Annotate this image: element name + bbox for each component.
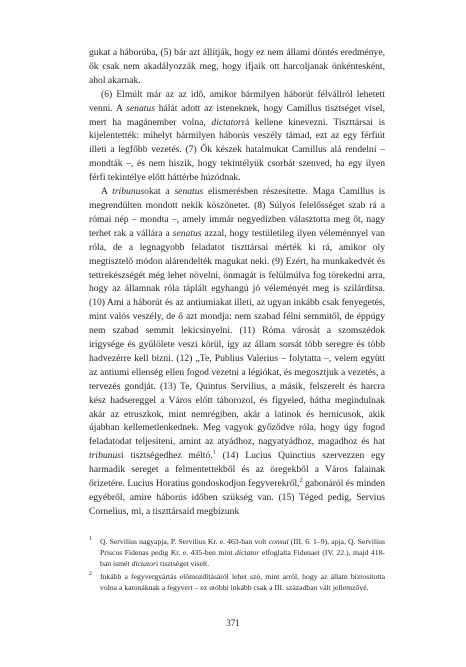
footnote-ref-2: 2 <box>299 477 303 484</box>
footnote-mark: 1 <box>89 536 92 542</box>
page-number: 371 <box>226 618 240 628</box>
paragraph-1: gukat a háborúba, (5) bár azt állítják, hogy ez nem állami döntés eredménye, ők csak nem akadályozzák meg, hogy ifjaik ott harcoljanak önkéntesként, ahol akarnak. <box>89 47 385 86</box>
main-text <box>89 46 385 519</box>
footnotes <box>89 536 385 594</box>
footnote-mark: 2 <box>89 570 92 577</box>
footnote-1: 1 Q. Servilius nagyapja, P. Servilius Kr. e. 463-ban volt consul (III. 6. 1–9), apja, Q. Servilius Priscus Fidenas pedig Kr. e. 435-ben mint dictator elfoglalta Fidenaet (IV. 22.), majd 418-ban ismét dictatori tisztséget viselt. <box>89 536 385 569</box>
footnote-ref-1: 1 <box>212 450 216 457</box>
footnote-2: 2 Inkább a fegyvergyártás előmozdításáról lehet szó, mint arról, hogy az állam biztosította volna a katonáknak a fegyvert – ez utóbbi inkább csak a III. században vált jellemzővé. <box>89 570 385 592</box>
paragraph-3: A tribunusokat a senatus elismerésben részesítette. Maga Camillus is megrendülten mondott nekik köszönetet. (8) Súlyos felelősséget szab rá a római nép – mondta –, amely immár negyedízben választotta meg őt, nagy terhet rak a vállára a senatus azzal, hogy testületileg ilyen véleménnyel van róla, de a legnagyobb feladatot tiszttársai mérték ki rá, amikor oly megtisztelő módon alárendelték magukat neki. (9) Ezért, ha munkakedvét és tettrekészségét még lehet növelni, önmagát is felülmúlva fog törekedni arra, hogy az államnak róla táplált egyhangú jó véleményét meg is szilárdítsa. (10) Ami a háborút és az antiumiakat illeti, az ugyan inkább csak fenyegetés, mint valós veszély, de ő azt mondja: nem szabad félni semmitől, de éppúgy nem szabad semmit lekicsinyelni. (11) Róma városát a szomszédok irigysége és gyűlölete veszi körül, így az állam sorsát több seregre és több hadvezérre kell bízni. (12) „Te, Publius Valerius – folytatta –, velem együtt az antiumi ellenség ellen fogod vezetni a légiókat, és megosztjuk a vezetés, a tervezés gondját. (13) Te, Quintus Servilius, a másik, felszerelt és harcra kész hadsereggel a Város előtt táborozol, és figyeled, hátha megindulnak akár az etruszkok, mint nemrégiben, akár a latinok és hernicusok, akik újabban kellemetlenkednek. Meg vagyok győződve róla, hogy úgy fogod feladatodat teljesíteni, amint az atyádhoz, nagyatyádhoz, magadhoz és hat tribunusi tisztségedhez méltó.$^1$ (14) Lucius Quinctius szervezzen egy harmadik sereget a felmentettekből és az öregekből a Város falainak őrizetére. Lucius Horatius gondoskodjon fegyverekről,$^2$ gabonáról és minden egyébről, amire háborús időben szükség van. (15) Téged pedig, Servius Cornelius, mi, a tiszttársaid megbízunk <box>89 186 386 517</box>
paragraph-2: (6) Elmúlt már az az idő, amikor bármilyen háborút félvállról lehetett venni. A senatus hálát adott az isteneknek, hogy Camillus tisztséget visel, mert ha magánember volna, dictatorrá kellene kinevezni. Tiszttársai is kijelentették: mihelyt bármilyen háborús veszély támad, ezt az egy férfiút illeti a legfőbb vezetés. (7) Ők készek hatalmukat Camillus alá rendelni – mondták –, és nem hiszik, hogy tekintélyük csorbát szenved, ha egy ilyen férfi tekintélye előtt háttérbe húzódnak. <box>89 88 385 184</box>
